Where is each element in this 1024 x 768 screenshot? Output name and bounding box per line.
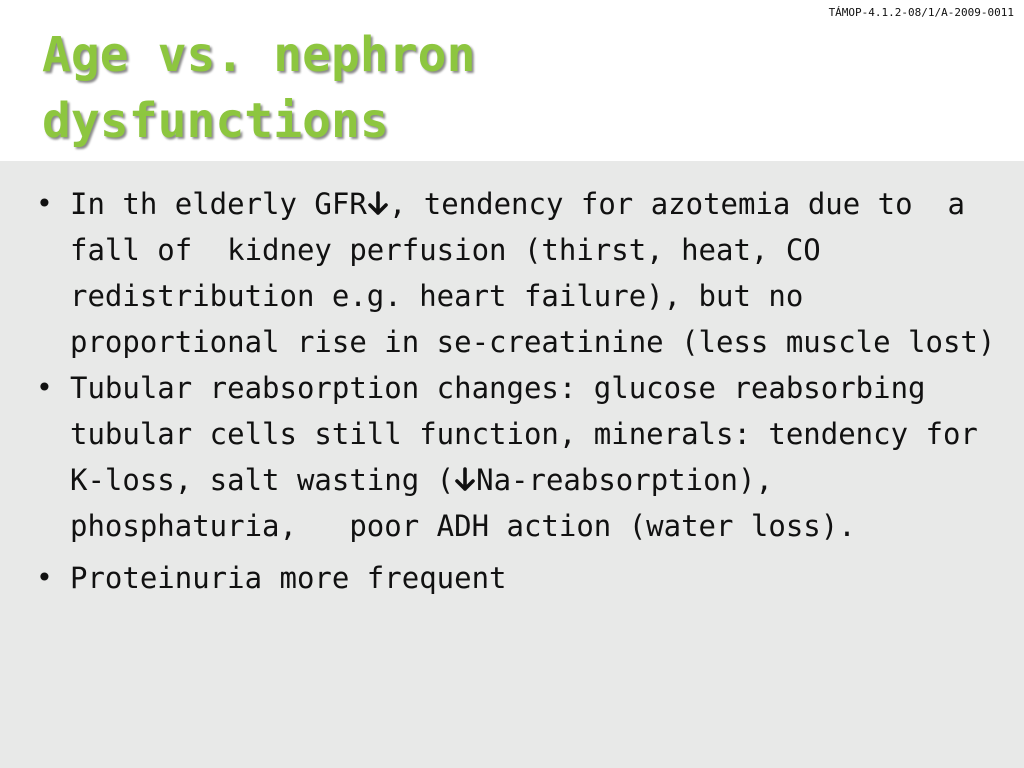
bullet-item-proteinuria (36, 555, 1006, 601)
bullet-marker: • (36, 561, 53, 594)
bullet-item-gfr (36, 181, 1006, 365)
bullet-text-part: Na-reabsorption), phosphaturia, poor ADH action (water loss). (70, 463, 856, 543)
project-code: TÁMOP-4.1.2-08/1/A-2009-0011 (828, 6, 1014, 19)
bullet-text-part: , tendency for azotemia due to a fall of kidney perfusion (thirst, heat, CO redistribution e.g. heart failure), but no proportional rise in se-creatinine (less muscle lost) (70, 187, 996, 359)
slide-title: Age vs. nephron dysfunctions (42, 27, 476, 149)
down-arrow-icon (367, 191, 389, 217)
slide-header (0, 0, 1024, 161)
down-arrow-icon (454, 467, 476, 493)
bullet-list (36, 181, 1006, 601)
bullet-marker: • (36, 371, 53, 404)
bullet-text: Proteinuria more frequent (70, 561, 507, 595)
bullet-item-tubular (36, 365, 1006, 549)
slide-body (0, 161, 1024, 768)
bullet-text-part: In th elderly GFR (70, 187, 367, 221)
bullet-marker: • (36, 187, 53, 220)
bullet-text-part: Tubular reabsorption changes: glucose reabsorbing tubular cells still function, minerals: tendency for K-loss, salt wasting ( (70, 371, 996, 497)
